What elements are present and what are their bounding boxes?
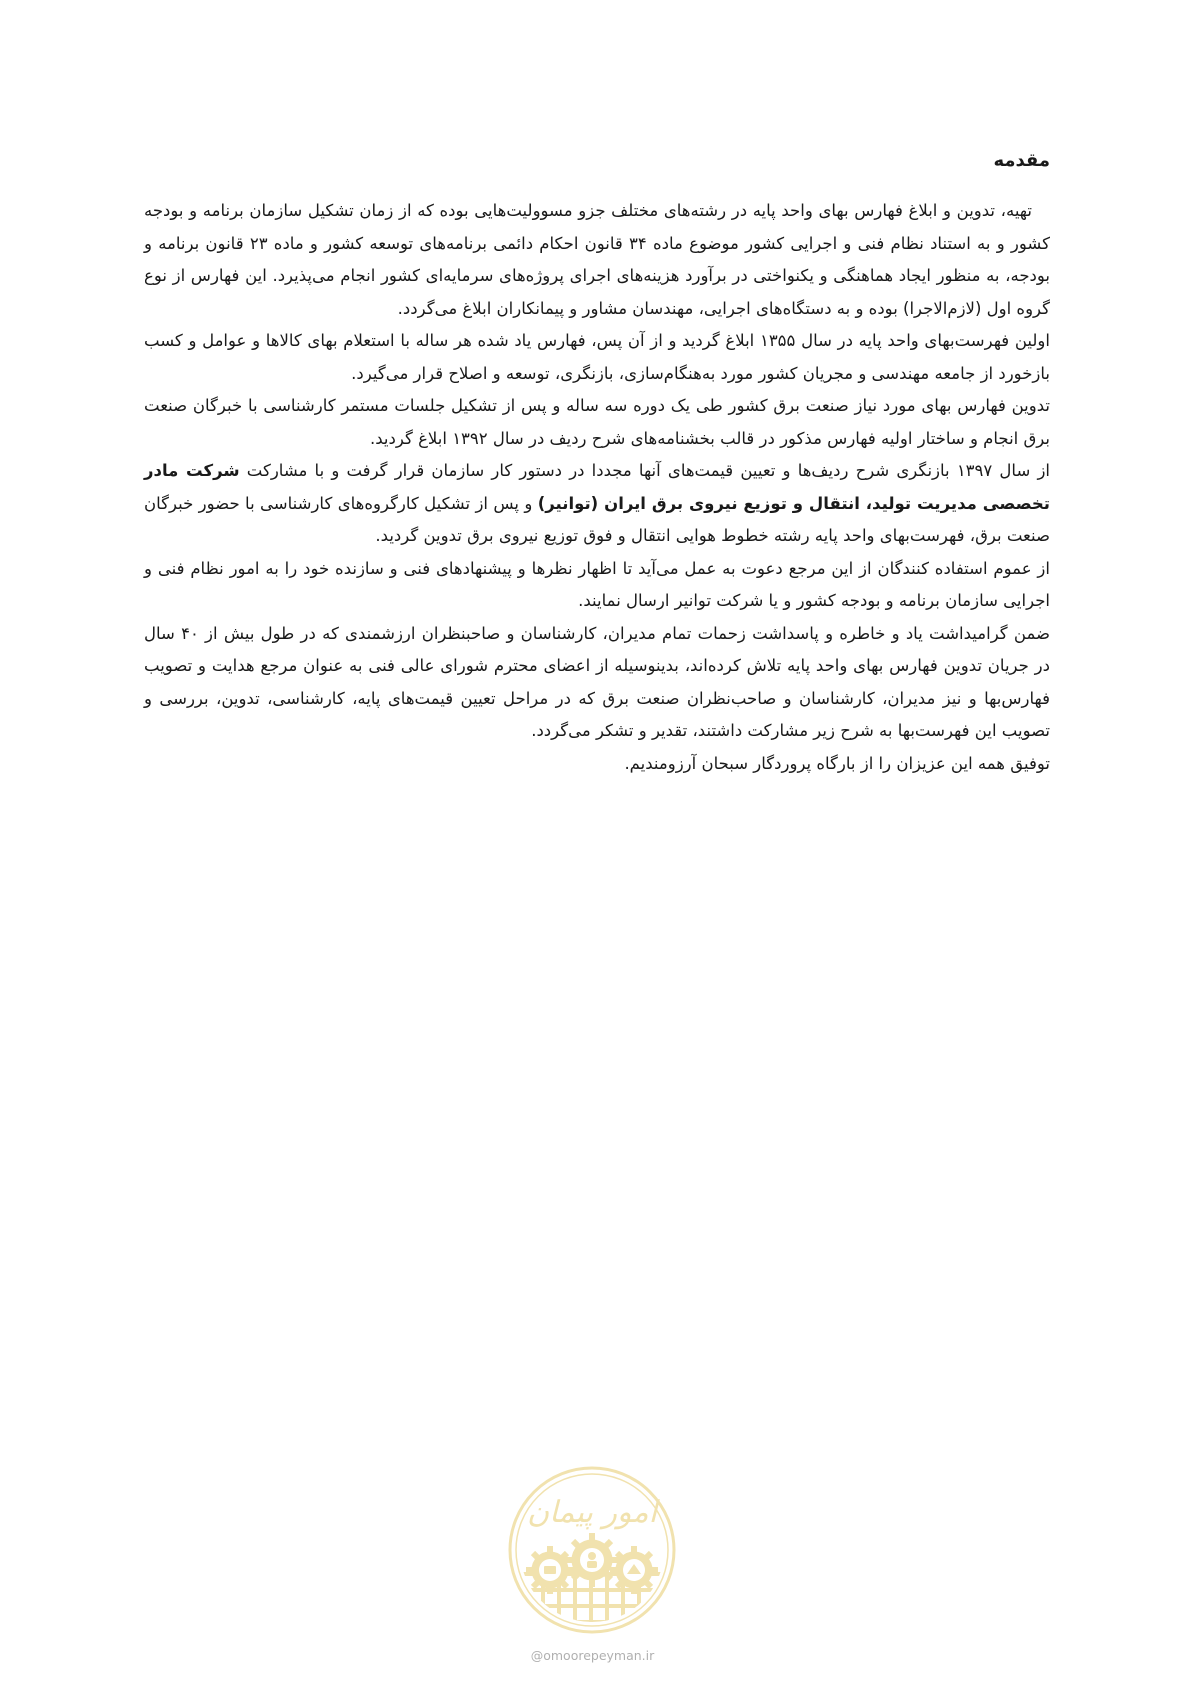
paragraph-intro: تهیه، تدوین و ابلاغ فهارس بهای واحد پایه در رشته‌های مختلف جزو مسوولیت‌هایی بوده که از زمان تشکیل سازمان برنامه و بودجه کشور و به استناد نظام فنی و اجرایی کشور موضوع ماده ۳۴ قانون احکام دائمی برنامه‌های توسعه کشور و ماده ۲۳ قانون برنامه و بودجه، به منظور ایجاد هماهنگی و یکنواختی در برآورد هزینه‌های اجرای پروژه‌های سرمایه‌ای کشور انجام می‌پذیرد. این فهارس از نوع گروه اول (لازم‌الاجرا) بوده و به دستگاه‌های اجرایی، مهندسان مشاور و پیمانکاران ابلاغ می‌گردد. (144, 201, 1050, 318)
paragraph-acknowledgement: ضمن گرامیداشت یاد و خاطره و پاسداشت زحمات تمام مدیران، کارشناسان و صاحبنظران ارزشمندی که در طول بیش از ۴۰ سال در جریان تدوین فهارس بهای واحد پایه تلاش کرده‌اند، بدینوسیله از اعضای محترم شورای عالی فنی به عنوان مرجع هدایت و تصویب فهارس‌بها و نیز مدیران، کارشناسان و صاحب‌نظران صنعت برق که در مراحل تعیین قیمت‌های پایه، کارشناسی، تدوین، بررسی و تصویب این فهرست‌بها به شرح زیر مشارکت داشتند، تقدیر و تشکر می‌گردد. (144, 623, 1050, 740)
document-body (144, 150, 1050, 780)
watermark-url: @omoorepeyman.ir (530, 1648, 655, 1663)
page-title: مقدمه (993, 150, 1050, 171)
svg-text:امور پیمان: امور پیمان (527, 1495, 657, 1530)
paragraph-feedback-invitation: از عموم استفاده کنندگان از این مرجع دعوت به عمل می‌آید تا اظهار نظرها و پیشنهادهای فنی و سازنده خود را به امور نظام فنی و اجرایی سازمان برنامه و بودجه کشور و یا شرکت توانیر ارسال نمایند. (144, 558, 1050, 610)
paragraph-tavanir-after: و پس از تشکیل کارگروه‌های کارشناسی با حضور خبرگان صنعت برق، فهرست‌بهای واحد پایه رشته خطوط هوایی انتقال و فوق توزیع نیروی برق تدوین گردید. (144, 493, 1050, 545)
paragraph-electric-industry: تدوین فهارس بهای مورد نیاز صنعت برق کشور طی یک دوره سه ساله و پس از تشکیل جلسات مستمر کارشناسی با خبرگان صنعت برق انجام و ساختار اولیه فهارس مذکور در قالب بخشنامه‌های شرح ردیف در سال ۱۳۹۲ ابلاغ گردید. (144, 396, 1050, 448)
tavanir-company-name: شرکت مادر تخصصی مدیریت تولید، انتقال و توزیع نیروی برق ایران (توانیر) (144, 461, 1050, 513)
paragraph-tavanir (144, 455, 1050, 553)
paragraph-history: اولین فهرست‌بهای واحد پایه در سال ۱۳۵۵ ابلاغ گردید و از آن پس، فهارس یاد شده هر ساله با استعلام بهای کالاها و عوامل و کسب بازخورد از جامعه مهندسی و مجریان کشور مورد به‌هنگام‌سازی، بازنگری، توسعه و اصلاح قرار می‌گیرد. (144, 331, 1050, 383)
watermark (505, 1452, 680, 1662)
gear-logo-icon (505, 1452, 680, 1647)
paragraph-tavanir-before: از سال ۱۳۹۷ بازنگری شرح ردیف‌ها و تعیین قیمت‌های آنها مجددا در دستور کار سازمان قرار گرفت و با مشارکت (239, 461, 1050, 480)
paragraph-closing: توفیق همه این عزیزان را از بارگاه پروردگار سبحان آرزومندیم. (624, 753, 1050, 773)
